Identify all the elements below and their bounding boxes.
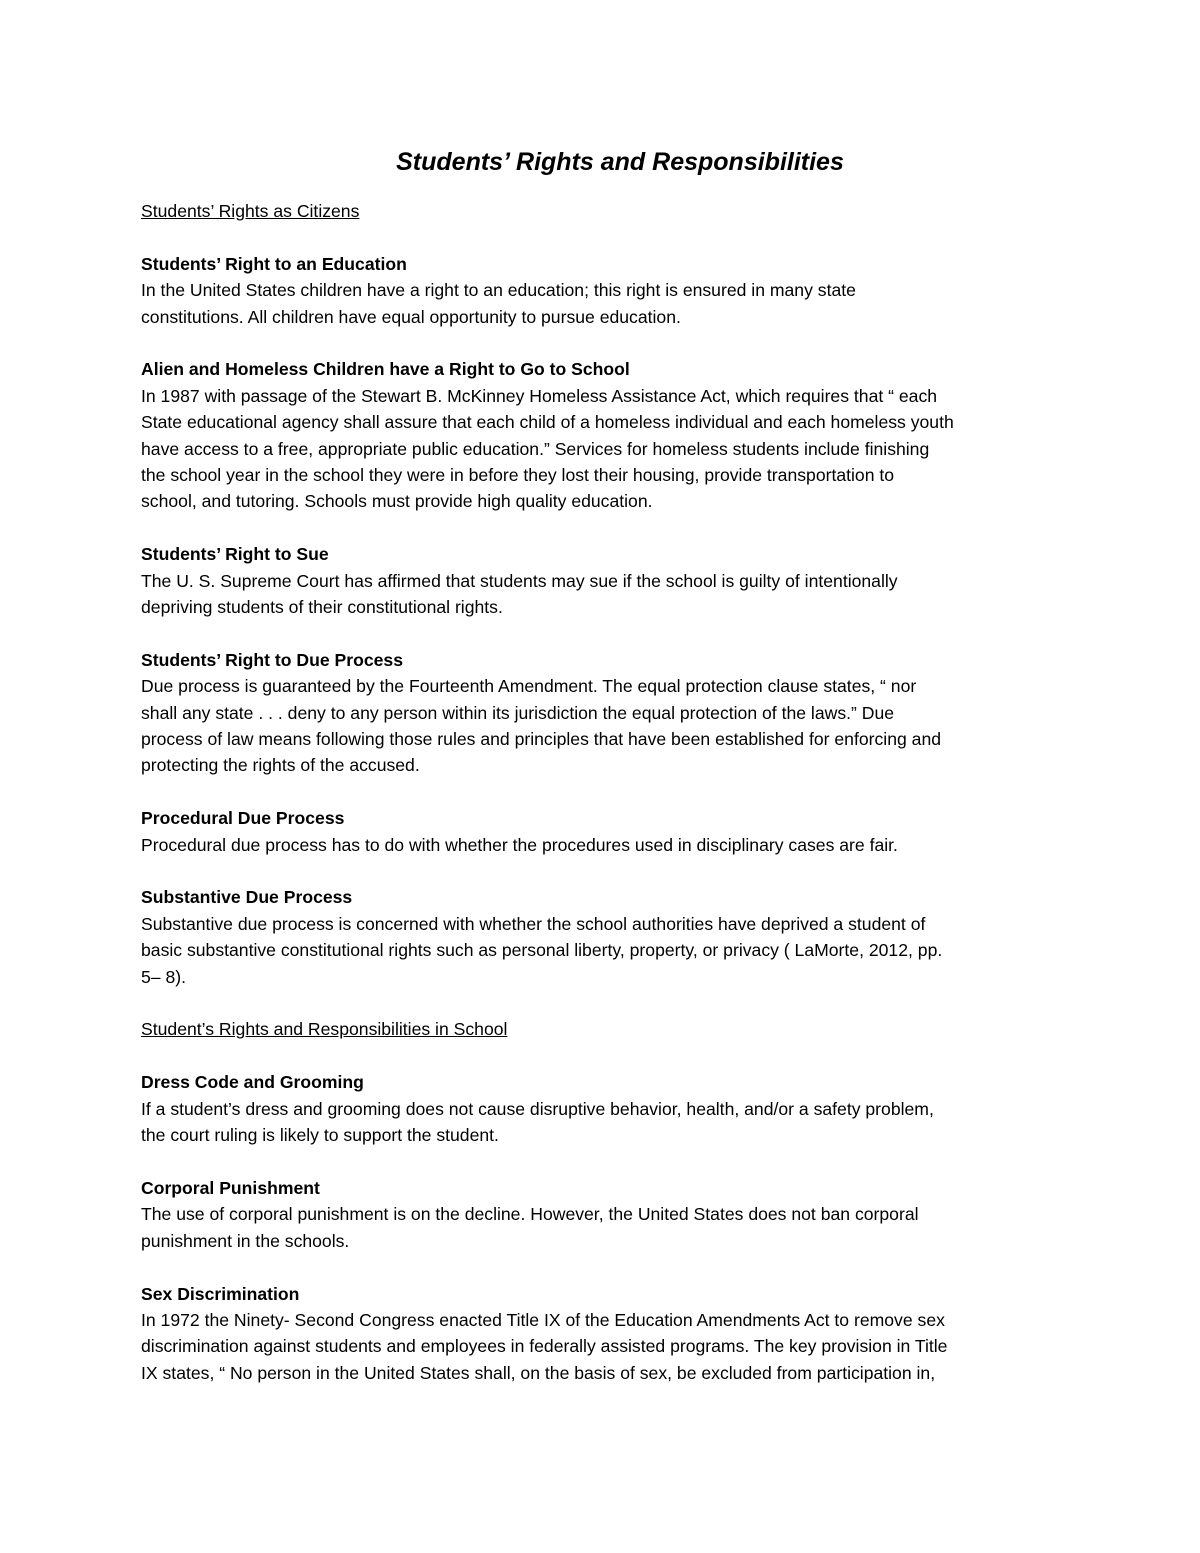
section-title-rights-as-citizens: Students’ Rights as Citizens: [141, 201, 360, 221]
text-line: In the United States children have a right to an education; this right is ensured in many state: [141, 280, 856, 301]
text-line: shall any state . . . deny to any person within its jurisdiction the equal protection of the laws.” Due: [141, 702, 895, 723]
text-line: school, and tutoring. Schools must provide high quality education.: [141, 491, 653, 512]
block-alien-homeless-children: [141, 356, 1061, 514]
block-heading: Procedural Due Process: [141, 808, 345, 829]
block-heading: Sex Discrimination: [141, 1283, 300, 1304]
block-heading: Students’ Right to Due Process: [141, 649, 403, 670]
text-line: Substantive due process is concerned with whether the school authorities have deprived a student of: [141, 913, 926, 934]
block-dress-code: [141, 1069, 1061, 1148]
block-text: [141, 1096, 1061, 1149]
block-text: [141, 568, 1061, 621]
block-text: [141, 1307, 1061, 1386]
block-heading: Students’ Right to Sue: [141, 544, 329, 565]
text-line: process of law means following those rules and principles that have been established for enforcing and: [141, 729, 942, 750]
block-corporal-punishment: [141, 1175, 1061, 1254]
text-line: 5– 8).: [141, 966, 186, 987]
document-page: [141, 140, 1061, 1413]
block-heading: Corporal Punishment: [141, 1177, 320, 1198]
block-text: [141, 1201, 1061, 1254]
block-substantive-due-process: [141, 884, 1061, 990]
text-line: protecting the rights of the accused.: [141, 755, 420, 776]
block-text: [141, 277, 1061, 330]
text-line: the school year in the school they were in before they lost their housing, provide transportation to: [141, 465, 895, 486]
text-line: discrimination against students and employees in federally assisted programs. The key provision in Title: [141, 1336, 948, 1357]
block-text: [141, 911, 1061, 990]
text-line: IX states, “ No person in the United States shall, on the basis of sex, be excluded from participation in,: [141, 1362, 936, 1383]
block-right-to-due-process: [141, 647, 1061, 779]
block-text: [141, 832, 1061, 858]
text-line: depriving students of their constitutional rights.: [141, 597, 503, 618]
block-right-to-education: [141, 251, 1061, 330]
block-procedural-due-process: [141, 805, 1061, 858]
text-line: State educational agency shall assure that each child of a homeless individual and each homeless youth: [141, 412, 954, 433]
text-line: punishment in the schools.: [141, 1230, 350, 1251]
text-line: constitutions. All children have equal opportunity to pursue education.: [141, 306, 681, 327]
block-heading: Students’ Right to an Education: [141, 253, 407, 274]
block-text: [141, 673, 1061, 779]
block-right-to-sue: [141, 541, 1061, 620]
block-heading: Substantive Due Process: [141, 887, 353, 908]
block-heading: Alien and Homeless Children have a Right to Go to School: [141, 359, 630, 380]
text-line: If a student’s dress and grooming does not cause disruptive behavior, health, and/or a safety problem,: [141, 1098, 934, 1119]
text-line: basic substantive constitutional rights such as personal liberty, property, or privacy ( LaMorte, 2012, pp.: [141, 940, 943, 961]
text-line: In 1972 the Ninety- Second Congress enacted Title IX of the Education Amendments Act to remove sex: [141, 1309, 945, 1330]
block-text: [141, 383, 1061, 515]
text-line: the court ruling is likely to support the student.: [141, 1125, 499, 1146]
block-sex-discrimination: [141, 1281, 1061, 1387]
text-line: Procedural due process has to do with whether the procedures used in disciplinary cases are fair.: [141, 834, 898, 855]
document-title: Students’ Rights and Responsibilities: [396, 148, 844, 176]
block-heading: Dress Code and Grooming: [141, 1072, 364, 1093]
section-title-rights-in-school: Student’s Rights and Responsibilities in School: [141, 1019, 508, 1040]
text-line: The use of corporal punishment is on the decline. However, the United States does not ban corporal: [141, 1204, 919, 1225]
text-line: In 1987 with passage of the Stewart B. McKinney Homeless Assistance Act, which requires that “ each: [141, 385, 938, 406]
text-line: Due process is guaranteed by the Fourteenth Amendment. The equal protection clause states, “ nor: [141, 676, 917, 697]
text-line: The U. S. Supreme Court has affirmed that students may sue if the school is guilty of intentionally: [141, 570, 898, 591]
text-line: have access to a free, appropriate public education.” Services for homeless students include finishing: [141, 438, 930, 459]
